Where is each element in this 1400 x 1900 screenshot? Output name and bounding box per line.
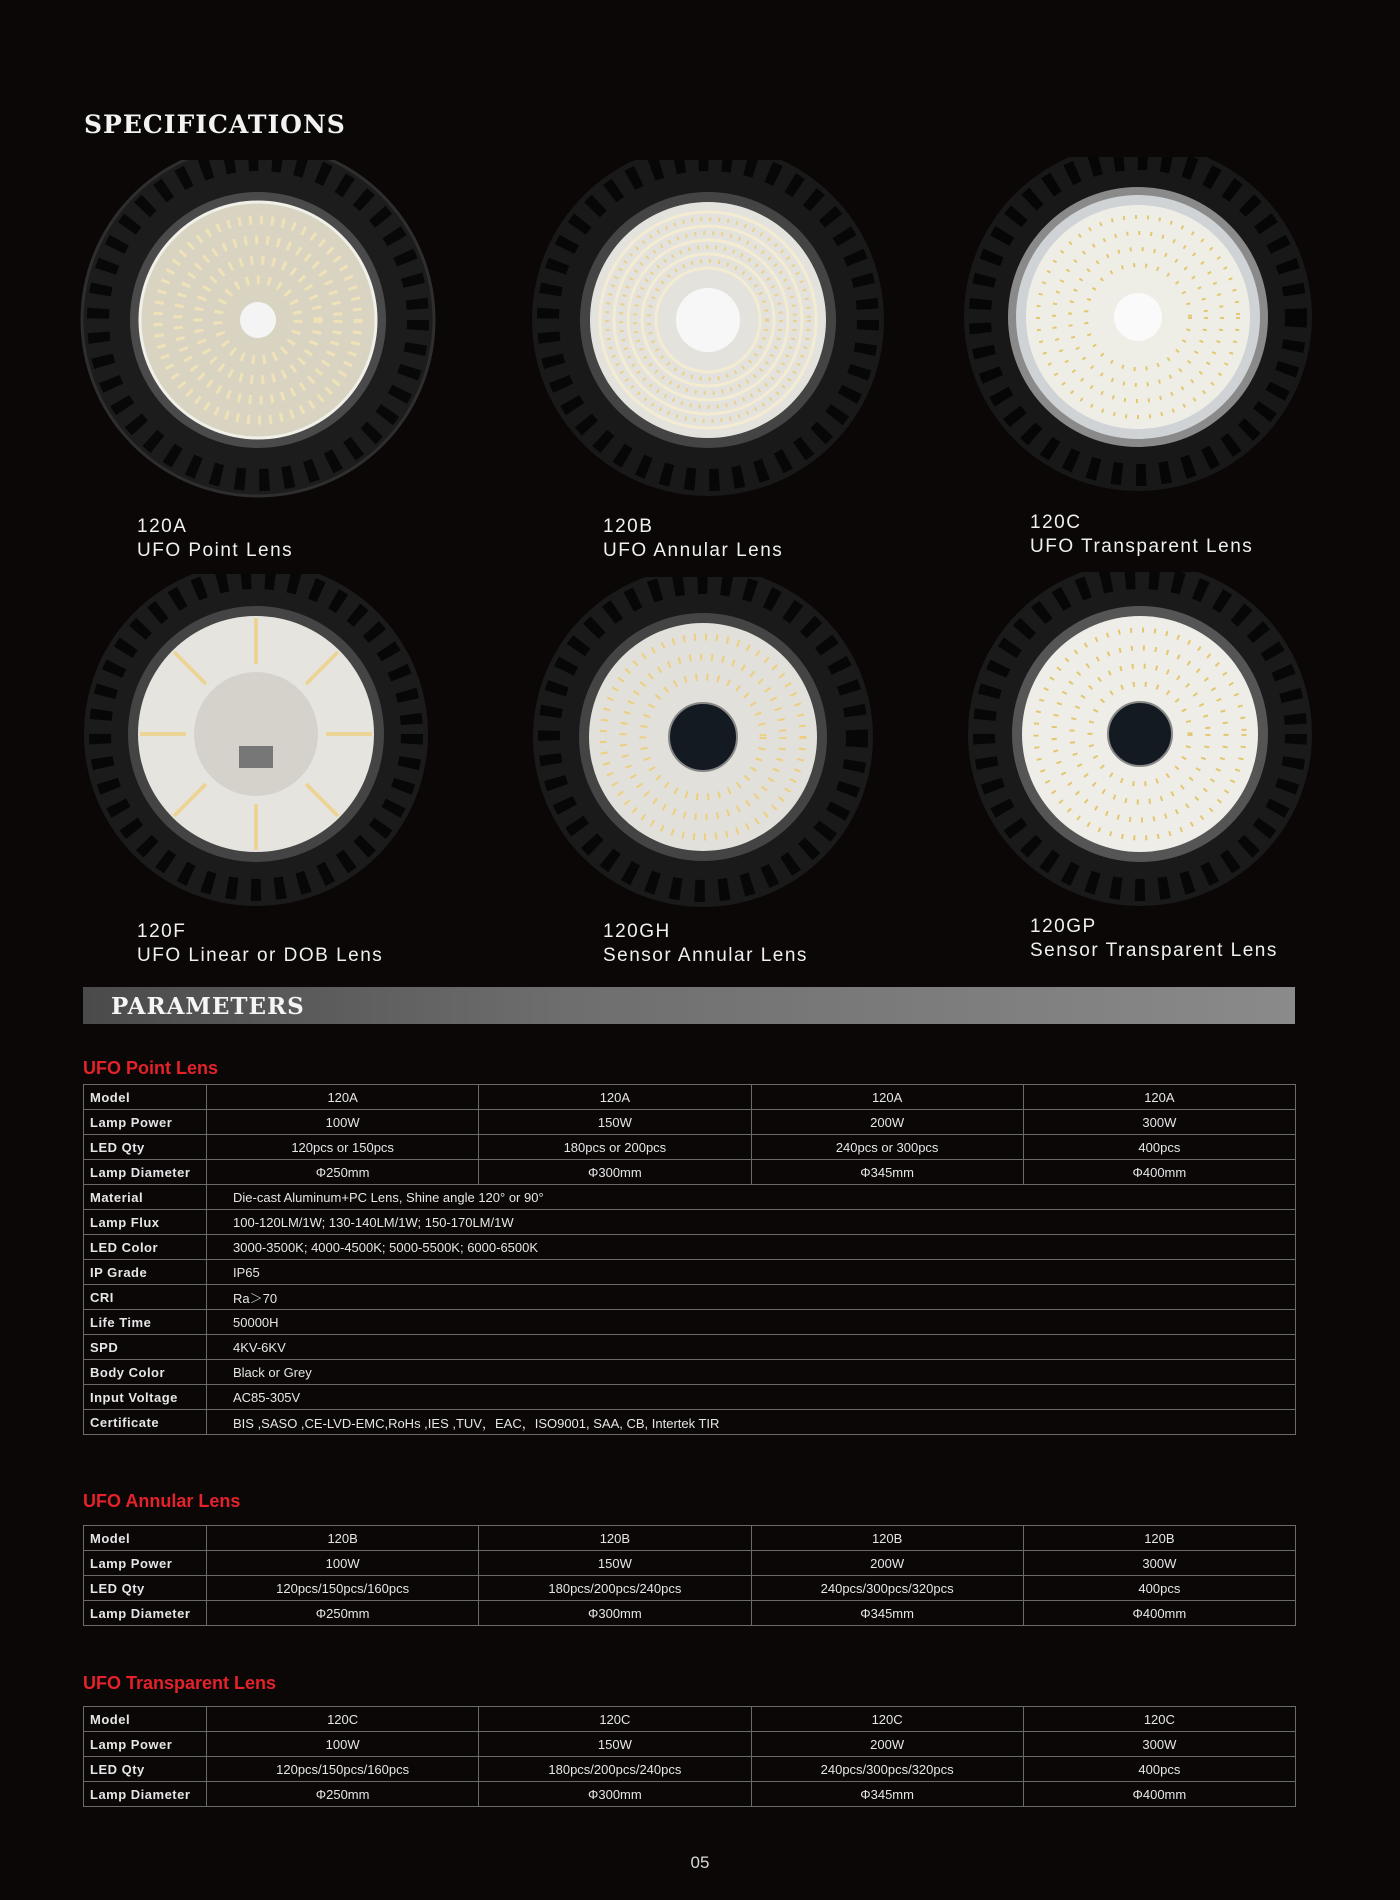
cell: 200W xyxy=(751,1732,1023,1757)
cell: 240pcs/300pcs/320pcs xyxy=(751,1757,1023,1782)
table-row xyxy=(84,1782,1296,1807)
cell: 120B xyxy=(1023,1526,1295,1551)
row-label: Lamp Power xyxy=(84,1551,207,1576)
cell: Φ400mm xyxy=(1023,1601,1295,1626)
cell: 300W xyxy=(1023,1110,1295,1135)
cell: IP65 xyxy=(207,1260,1296,1285)
product-label-120c xyxy=(1030,511,1253,559)
row-label: Lamp Power xyxy=(84,1732,207,1757)
cell: 200W xyxy=(751,1110,1023,1135)
row-label: LED Qty xyxy=(84,1135,207,1160)
table-row xyxy=(84,1757,1296,1782)
table-row xyxy=(84,1260,1296,1285)
cell: BIS ,SASO ,CE-LVD-EMC,RoHs ,IES ,TUV，EAC，ISO9001, SAA, CB, Intertek TIR xyxy=(207,1410,1296,1435)
row-label: Lamp Diameter xyxy=(84,1160,207,1185)
row-label: IP Grade xyxy=(84,1260,207,1285)
product-code: 120B xyxy=(603,516,654,537)
cell: 50000H xyxy=(207,1310,1296,1335)
cell: 120C xyxy=(751,1707,1023,1732)
product-name: UFO Linear or DOB Lens xyxy=(137,945,384,966)
cell: Φ250mm xyxy=(207,1160,479,1185)
lamp-image-120f xyxy=(84,574,444,934)
table-row xyxy=(84,1160,1296,1185)
table-row xyxy=(84,1085,1296,1110)
product-code: 120GH xyxy=(603,921,671,942)
lamp-image-120b xyxy=(528,160,888,520)
row-label: Certificate xyxy=(84,1410,207,1435)
transparent-lens-table xyxy=(83,1706,1296,1807)
cell: 100W xyxy=(207,1732,479,1757)
product-label-120a xyxy=(137,515,293,563)
table-row xyxy=(84,1335,1296,1360)
product-label-120gh xyxy=(603,920,808,968)
row-label: LED Qty xyxy=(84,1757,207,1782)
cell: Black or Grey xyxy=(207,1360,1296,1385)
cell: 180pcs/200pcs/240pcs xyxy=(479,1576,751,1601)
cell: 400pcs xyxy=(1023,1757,1295,1782)
product-code: 120C xyxy=(1030,512,1082,533)
table-row xyxy=(84,1110,1296,1135)
annular-lens-table xyxy=(83,1525,1296,1626)
cell: 180pcs or 200pcs xyxy=(479,1135,751,1160)
cell: Φ345mm xyxy=(751,1601,1023,1626)
table-title-point-lens: UFO Point Lens xyxy=(83,1058,218,1078)
product-name: Sensor Transparent Lens xyxy=(1030,940,1278,961)
table-row xyxy=(84,1235,1296,1260)
product-name: UFO Point Lens xyxy=(137,540,294,561)
cell: 120pcs/150pcs/160pcs xyxy=(207,1757,479,1782)
cell: Die-cast Aluminum+PC Lens, Shine angle 120° or 90° xyxy=(207,1185,1296,1210)
cell: 120A xyxy=(751,1085,1023,1110)
cell: 240pcs/300pcs/320pcs xyxy=(751,1576,1023,1601)
lamp-image-120c xyxy=(962,157,1322,517)
table-row xyxy=(84,1551,1296,1576)
row-label: Material xyxy=(84,1185,207,1210)
product-label-120f xyxy=(137,920,383,968)
row-label: Input Voltage xyxy=(84,1385,207,1410)
table-title-annular-lens: UFO Annular Lens xyxy=(83,1491,241,1511)
parameters-banner xyxy=(83,987,1295,1024)
table-row xyxy=(84,1601,1296,1626)
row-label: SPD xyxy=(84,1335,207,1360)
table-row xyxy=(84,1210,1296,1235)
table-row xyxy=(84,1385,1296,1410)
cell: Φ400mm xyxy=(1023,1160,1295,1185)
cell: 200W xyxy=(751,1551,1023,1576)
cell: 120B xyxy=(207,1526,479,1551)
lamp-image-120gh xyxy=(531,577,891,937)
cell: 150W xyxy=(479,1551,751,1576)
cell: 150W xyxy=(479,1732,751,1757)
cell: 400pcs xyxy=(1023,1576,1295,1601)
cell: 120pcs/150pcs/160pcs xyxy=(207,1576,479,1601)
cell: 120A xyxy=(207,1085,479,1110)
row-label: Lamp Power xyxy=(84,1110,207,1135)
product-code: 120GP xyxy=(1030,916,1097,937)
cell: 120C xyxy=(1023,1707,1295,1732)
page-number: 05 xyxy=(690,1853,710,1872)
cell: 100W xyxy=(207,1110,479,1135)
table-row xyxy=(84,1135,1296,1160)
cell: 300W xyxy=(1023,1732,1295,1757)
cell: 120B xyxy=(751,1526,1023,1551)
cell: Ra＞70 xyxy=(207,1285,1296,1310)
cell: 120C xyxy=(207,1707,479,1732)
cell: Φ300mm xyxy=(479,1160,751,1185)
cell: 120A xyxy=(1023,1085,1295,1110)
row-label: Life Time xyxy=(84,1310,207,1335)
row-label: LED Color xyxy=(84,1235,207,1260)
cell: AC85-305V xyxy=(207,1385,1296,1410)
cell: Φ345mm xyxy=(751,1782,1023,1807)
cell: 240pcs or 300pcs xyxy=(751,1135,1023,1160)
lamp-image-120a xyxy=(78,160,438,520)
row-label: Lamp Diameter xyxy=(84,1782,207,1807)
point-lens-table xyxy=(83,1084,1296,1435)
cell: Φ250mm xyxy=(207,1782,479,1807)
row-label: Model xyxy=(84,1085,207,1110)
table-title-transparent-lens: UFO Transparent Lens xyxy=(83,1673,277,1693)
table-row xyxy=(84,1285,1296,1310)
parameters-heading: PARAMETERS xyxy=(111,993,305,1020)
cell: Φ345mm xyxy=(751,1160,1023,1185)
row-label: Lamp Diameter xyxy=(84,1601,207,1626)
row-label: Lamp Flux xyxy=(84,1210,207,1235)
specifications-heading: SPECIFICATIONS xyxy=(84,110,346,139)
row-label: LED Qty xyxy=(84,1576,207,1601)
product-name: UFO Annular Lens xyxy=(603,540,784,561)
cell: 3000-3500K; 4000-4500K; 5000-5500K; 6000-6500K xyxy=(207,1235,1296,1260)
table-row xyxy=(84,1185,1296,1210)
table-row xyxy=(84,1410,1296,1435)
cell: 4KV-6KV xyxy=(207,1335,1296,1360)
cell: 120B xyxy=(479,1526,751,1551)
lamp-image-120gp xyxy=(968,572,1328,932)
cell: Φ300mm xyxy=(479,1601,751,1626)
cell: 100W xyxy=(207,1551,479,1576)
cell: 150W xyxy=(479,1110,751,1135)
product-code: 120F xyxy=(137,921,187,942)
row-label: CRI xyxy=(84,1285,207,1310)
table-row xyxy=(84,1360,1296,1385)
product-name: Sensor Annular Lens xyxy=(603,945,808,966)
product-code: 120A xyxy=(137,516,188,537)
product-label-120gp xyxy=(1030,915,1278,963)
cell: 120A xyxy=(479,1085,751,1110)
cell: 400pcs xyxy=(1023,1135,1295,1160)
cell: 180pcs/200pcs/240pcs xyxy=(479,1757,751,1782)
table-row xyxy=(84,1310,1296,1335)
row-label: Body Color xyxy=(84,1360,207,1385)
row-label: Model xyxy=(84,1526,207,1551)
cell: Φ400mm xyxy=(1023,1782,1295,1807)
product-label-120b xyxy=(603,515,783,563)
cell: Φ300mm xyxy=(479,1782,751,1807)
row-label: Model xyxy=(84,1707,207,1732)
cell: Φ250mm xyxy=(207,1601,479,1626)
table-row xyxy=(84,1707,1296,1732)
cell: 300W xyxy=(1023,1551,1295,1576)
product-name: UFO Transparent Lens xyxy=(1030,536,1254,557)
table-row xyxy=(84,1732,1296,1757)
table-row xyxy=(84,1526,1296,1551)
cell: 120C xyxy=(479,1707,751,1732)
cell: 120pcs or 150pcs xyxy=(207,1135,479,1160)
cell: 100-120LM/1W; 130-140LM/1W; 150-170LM/1W xyxy=(207,1210,1296,1235)
table-row xyxy=(84,1576,1296,1601)
